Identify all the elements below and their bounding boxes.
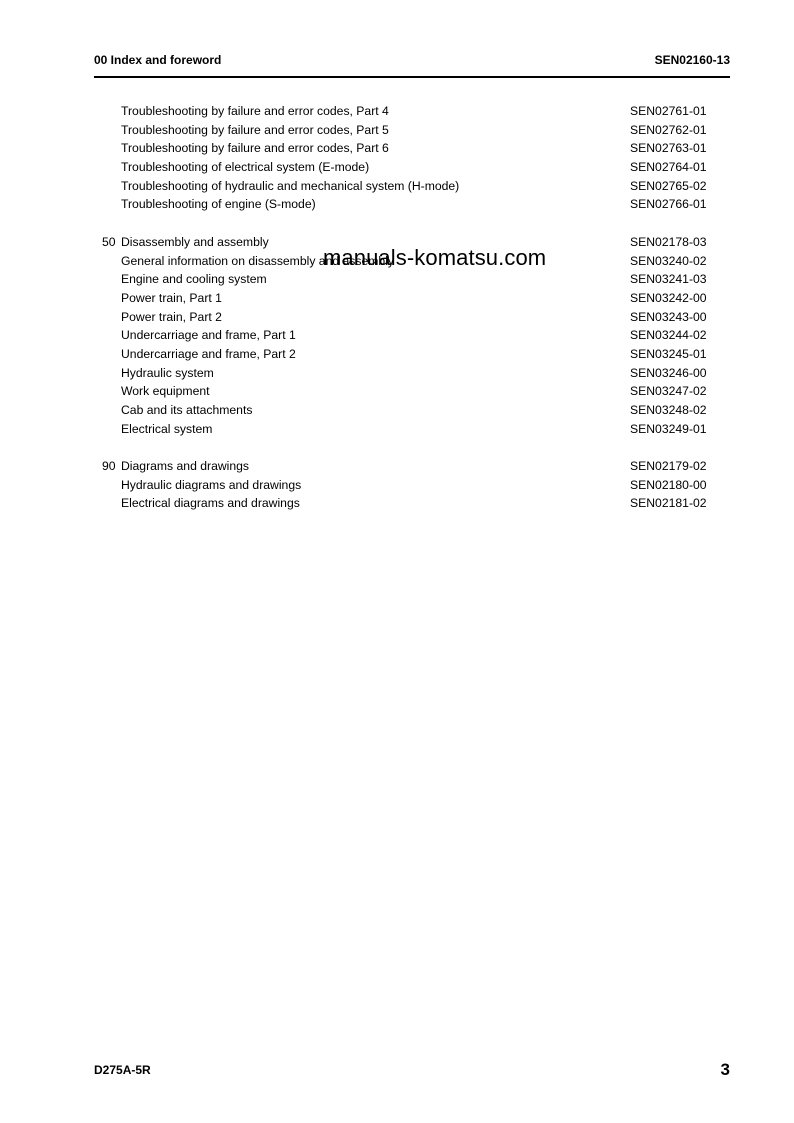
- toc-item[interactable]: Cab and its attachments SEN03248-02: [121, 403, 707, 417]
- toc-item[interactable]: Undercarriage and frame, Part 2 SEN03245-01: [121, 346, 707, 361]
- toc-group-heading[interactable]: 90 Diagrams and drawings SEN02179-02: [102, 459, 707, 474]
- spacer: [0, 214, 794, 233]
- toc-item[interactable]: Electrical diagrams and drawings SEN02181-02: [121, 496, 707, 511]
- toc-item[interactable]: Troubleshooting by failure and error codes, Part 4 SEN02761-01: [121, 104, 707, 118]
- page-header: [94, 53, 730, 69]
- toc-item[interactable]: Troubleshooting by failure and error codes, Part 5 SEN02762-01: [121, 122, 707, 137]
- toc-item[interactable]: Troubleshooting of hydraulic and mechanical system (H-mode) SEN02765-02: [121, 178, 707, 193]
- toc-item[interactable]: General information on disassembly and assembly SEN03240-02: [121, 253, 707, 268]
- section-title: 00 Index and foreword: [94, 53, 222, 67]
- toc-group-heading[interactable]: 50 Disassembly and assembly SEN02178-03: [102, 234, 707, 249]
- page-number: 3: [720, 1060, 730, 1079]
- table-of-contents: [0, 102, 794, 513]
- page-footer: [94, 1060, 730, 1082]
- toc-item[interactable]: Work equipment SEN03247-02: [121, 384, 707, 399]
- toc-item[interactable]: Power train, Part 2 SEN03243-00: [121, 309, 707, 324]
- toc-item[interactable]: Undercarriage and frame, Part 1 SEN03244-02: [121, 328, 707, 343]
- spacer: [0, 438, 794, 457]
- toc-item[interactable]: Troubleshooting of engine (S-mode) SEN02766-01: [121, 197, 707, 212]
- toc-item[interactable]: Electrical system SEN03249-01: [121, 421, 707, 436]
- toc-item[interactable]: Engine and cooling system SEN03241-03: [121, 272, 707, 287]
- toc-item[interactable]: Power train, Part 1 SEN03242-00: [121, 290, 707, 305]
- toc-item[interactable]: Hydraulic diagrams and drawings SEN02180-00: [121, 477, 707, 492]
- header-rule: [94, 76, 730, 78]
- toc-item[interactable]: Troubleshooting of electrical system (E-mode) SEN02764-01: [121, 160, 707, 175]
- toc-item[interactable]: Troubleshooting by failure and error codes, Part 6 SEN02763-01: [121, 141, 707, 156]
- toc-item[interactable]: Hydraulic system SEN03246-00: [121, 365, 707, 380]
- watermark: manuals-komatsu.com: [323, 245, 547, 270]
- document-code: SEN02160-13: [654, 53, 730, 67]
- model-name: D275A-5R: [94, 1063, 151, 1077]
